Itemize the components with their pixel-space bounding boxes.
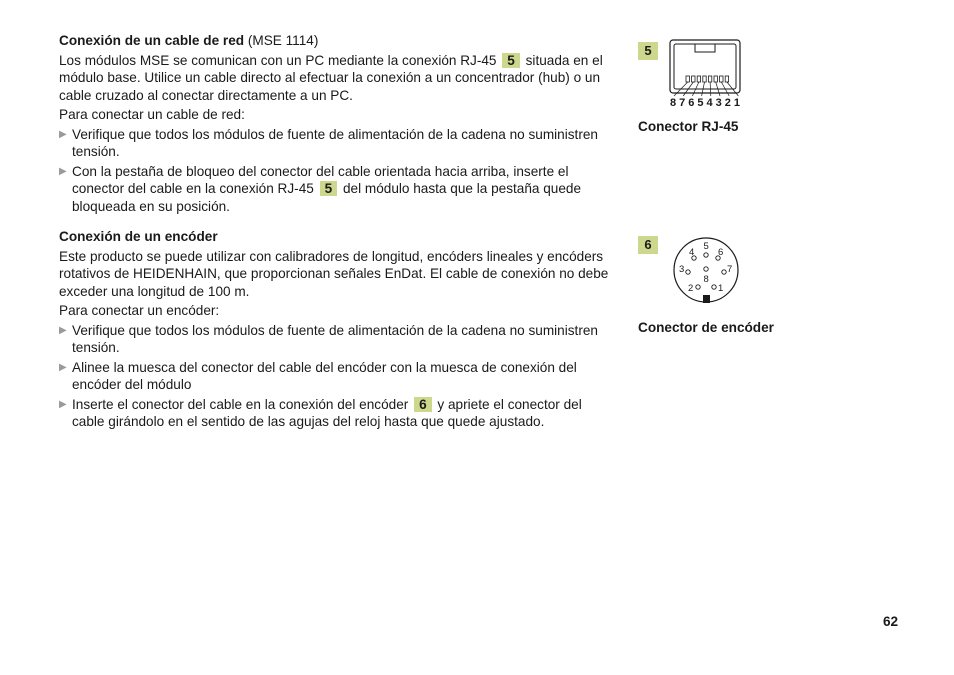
rj45-caption: Conector RJ-45 bbox=[638, 119, 739, 134]
encoder-pin-8 bbox=[704, 267, 708, 271]
encoder-key-notch bbox=[703, 295, 710, 303]
rj45-contacts bbox=[686, 76, 729, 82]
rj45-contact bbox=[708, 76, 711, 82]
encoder-connector-diagram bbox=[668, 236, 744, 306]
rj45-contact bbox=[692, 76, 695, 82]
encoder-pin-1 bbox=[712, 285, 716, 289]
rj45-contact bbox=[686, 76, 689, 82]
rj45-latch-slot bbox=[695, 44, 715, 52]
encoder-label-2: 2 bbox=[688, 283, 694, 294]
encoder-step-3-text-b: y apriete el conector del cable girándolo en el sentido de las agujas del reloj hasta que quede ajustado. bbox=[72, 396, 582, 429]
network-paragraph bbox=[59, 52, 614, 105]
figure-badge-5: 5 bbox=[638, 42, 658, 60]
encoder-step-3-text-a: Inserte el conector del cable en la conexión del encóder bbox=[72, 396, 409, 412]
bullet-triangle-icon: ▶ bbox=[59, 324, 67, 336]
encoder-label-6: 6 bbox=[718, 247, 724, 258]
rj45-contact bbox=[725, 76, 728, 82]
ref-badge-5: 5 bbox=[502, 53, 520, 68]
network-title-model: (MSE 1114) bbox=[244, 33, 319, 48]
bullet-triangle-icon: ▶ bbox=[59, 165, 67, 177]
network-paragraph-text-a: Los módulos MSE se comunican con un PC mediante la conexión RJ-45 bbox=[59, 52, 497, 68]
network-step-2-text-a: Con la pestaña de bloqueo del conector del cable orientada hacia arriba, inserte el conector del cable en la conexión RJ-45 bbox=[72, 163, 569, 196]
encoder-label-4: 4 bbox=[689, 247, 695, 258]
ref-badge-6: 6 bbox=[414, 397, 432, 412]
encoder-label-7: 7 bbox=[727, 264, 733, 275]
encoder-label-1: 1 bbox=[718, 283, 724, 294]
encoder-step-3 bbox=[59, 396, 614, 431]
rj45-pin-labels: 8 7 6 5 4 3 2 1 bbox=[670, 97, 740, 109]
rj45-contact bbox=[714, 76, 717, 82]
rj45-contact bbox=[697, 76, 700, 82]
encoder-label-8: 8 bbox=[703, 274, 709, 285]
network-step-2 bbox=[59, 163, 614, 216]
rj45-contact bbox=[703, 76, 706, 82]
bullet-triangle-icon: ▶ bbox=[59, 361, 67, 373]
page-number: 62 bbox=[883, 614, 899, 629]
encoder-intro: Para conectar un encóder: bbox=[59, 303, 220, 318]
network-intro: Para conectar un cable de red: bbox=[59, 107, 245, 122]
encoder-label-3: 3 bbox=[679, 264, 685, 275]
encoder-step-1-text: Verifique que todos los módulos de fuente de alimentación de la cadena no suministren tensión. bbox=[72, 322, 598, 355]
network-paragraph-text-b: situada en el módulo base. Utilice un cable directo al efectuar la conexión a un concentrador (hub) o un cable cruzado al conectar directamente a un PC. bbox=[59, 52, 603, 103]
encoder-caption: Conector de encóder bbox=[638, 320, 774, 335]
encoder-paragraph: Este producto se puede utilizar con calibradores de longitud, encóders lineales y encóders rotativos de HEIDENHAIN, que proporcionan señales EnDat. El cable de conexión no debe exceder una longitud de 100 m. bbox=[59, 248, 609, 299]
encoder-step-3-text bbox=[72, 396, 614, 431]
encoder-step-2 bbox=[59, 359, 614, 394]
main-text-column bbox=[59, 32, 614, 431]
network-title-bold: Conexión de un cable de red bbox=[59, 33, 245, 48]
figure-badge-6: 6 bbox=[638, 236, 658, 254]
encoder-label-5: 5 bbox=[703, 241, 709, 252]
network-step-1 bbox=[59, 126, 614, 161]
rj45-lead bbox=[710, 82, 711, 96]
network-step-2-text-b: del módulo hasta que la pestaña quede bloqueada en su posición. bbox=[72, 181, 582, 214]
bullet-triangle-icon: ▶ bbox=[59, 398, 67, 410]
bullet-triangle-icon: ▶ bbox=[59, 128, 67, 140]
encoder-step-2-text: Alinee la muesca del conector del cable del encóder con la muesca de conexión del encóder del módulo bbox=[72, 359, 577, 392]
encoder-pin-3 bbox=[686, 270, 690, 274]
rj45-contact bbox=[720, 76, 723, 82]
network-section-title bbox=[59, 32, 614, 50]
rj45-connector-diagram bbox=[666, 38, 746, 110]
encoder-step-1 bbox=[59, 322, 614, 357]
encoder-pin-7 bbox=[722, 270, 726, 274]
network-step-2-text bbox=[72, 163, 614, 216]
network-step-1-text: Verifique que todos los módulos de fuente de alimentación de la cadena no suministren tensión. bbox=[72, 126, 598, 159]
encoder-section-title: Conexión de un encóder bbox=[59, 229, 218, 244]
ref-badge-5: 5 bbox=[320, 181, 338, 196]
encoder-pin-2 bbox=[696, 285, 700, 289]
encoder-pin-5 bbox=[704, 253, 708, 257]
encoder-pin-labels bbox=[679, 241, 732, 294]
